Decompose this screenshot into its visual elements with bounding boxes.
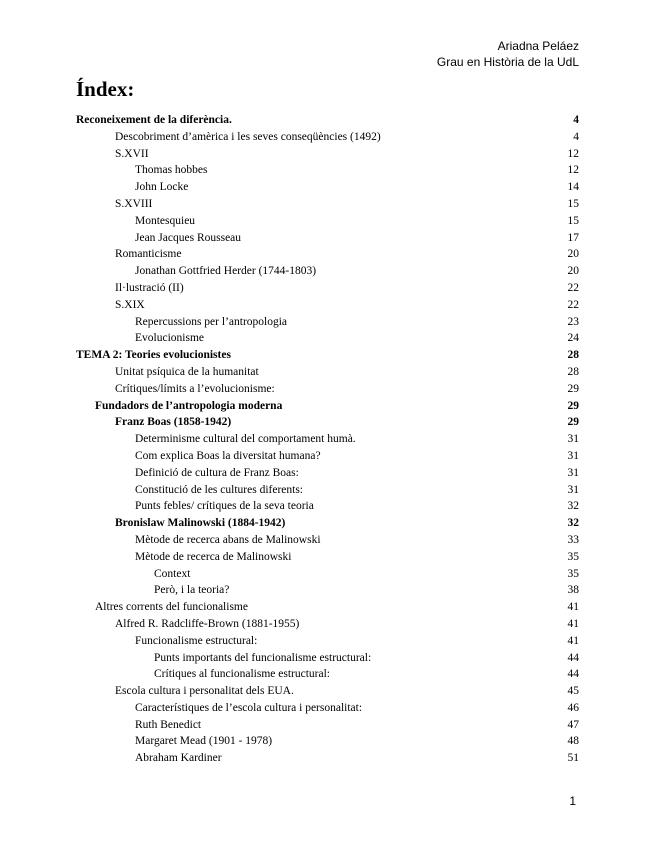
toc-entry-title: Funcionalisme estructural: — [135, 634, 258, 647]
toc-entry-page: 38 — [567, 584, 579, 597]
toc-entry-title: Crítiques al funcionalisme estructural: — [154, 668, 330, 681]
toc-entry[interactable] — [76, 230, 579, 247]
toc-entry-title: Determinisme cultural del comportament humà. — [135, 433, 356, 446]
toc-entry[interactable] — [76, 263, 579, 280]
toc-entry-page: 24 — [567, 332, 579, 345]
toc-entry-page: 28 — [567, 349, 579, 362]
toc-entry-title: John Locke — [135, 181, 189, 194]
toc-entry-title: Ruth Benedict — [135, 718, 202, 731]
toc-entry-title: Mètode de recerca abans de Malinowski — [135, 533, 321, 546]
toc-entry-page: 31 — [567, 449, 579, 462]
toc-entry[interactable] — [76, 683, 579, 700]
toc-entry[interactable] — [76, 733, 579, 750]
toc-entry[interactable] — [76, 112, 579, 129]
page-number: 1 — [569, 794, 576, 808]
index-title: Índex: — [76, 77, 135, 101]
toc-entry-page: 41 — [567, 601, 579, 614]
toc-entry[interactable] — [76, 549, 579, 566]
toc-entry[interactable] — [76, 650, 579, 667]
course-name: Grau en Història de la UdL — [436, 55, 579, 69]
table-of-contents — [76, 112, 579, 767]
toc-entry-title: Romanticisme — [115, 248, 182, 261]
toc-entry[interactable] — [76, 566, 579, 583]
toc-entry-title: Fundadors de l’antropologia moderna — [95, 399, 283, 412]
toc-entry[interactable] — [76, 717, 579, 734]
toc-entry[interactable] — [76, 179, 579, 196]
toc-entry-page: 20 — [567, 265, 579, 278]
toc-entry-title: Il·lustració (II) — [115, 281, 184, 294]
toc-entry[interactable] — [76, 599, 579, 616]
toc-entry[interactable] — [76, 146, 579, 163]
toc-entry-title: S.XIX — [115, 298, 145, 311]
toc-entry-page: 31 — [567, 433, 579, 446]
toc-entry-page: 28 — [567, 365, 579, 378]
toc-entry-title: Altres corrents del funcionalisme — [95, 601, 248, 614]
toc-entry-page: 31 — [567, 483, 579, 496]
toc-entry[interactable] — [76, 532, 579, 549]
toc-entry-page: 4 — [573, 130, 579, 143]
toc-entry-page: 12 — [567, 164, 579, 177]
toc-entry[interactable] — [76, 280, 579, 297]
toc-entry[interactable] — [76, 582, 579, 599]
toc-entry-title: Crítiques/límits a l’evolucionisme: — [115, 382, 275, 395]
toc-entry-page: 32 — [567, 500, 579, 513]
toc-entry[interactable] — [76, 213, 579, 230]
toc-entry-page: 29 — [567, 416, 579, 429]
toc-entry[interactable] — [76, 633, 579, 650]
toc-entry[interactable] — [76, 398, 579, 415]
toc-entry-page: 31 — [567, 466, 579, 479]
toc-entry-page: 51 — [567, 752, 579, 765]
toc-entry-title: Definició de cultura de Franz Boas: — [135, 466, 299, 479]
toc-entry-title: Jean Jacques Rousseau — [135, 231, 242, 244]
toc-entry[interactable] — [76, 381, 579, 398]
toc-entry[interactable] — [76, 465, 579, 482]
toc-entry[interactable] — [76, 498, 579, 515]
toc-entry[interactable] — [76, 448, 579, 465]
toc-entry-title: Abraham Kardiner — [135, 752, 222, 765]
toc-entry[interactable] — [76, 314, 579, 331]
toc-entry[interactable] — [76, 700, 579, 717]
toc-entry[interactable] — [76, 364, 579, 381]
toc-entry[interactable] — [76, 482, 579, 499]
toc-entry-title: Reconeixement de la diferència. — [76, 114, 232, 126]
toc-entry-page: 47 — [567, 718, 579, 731]
toc-entry-title: Característiques de l’escola cultura i personalitat: — [135, 701, 363, 714]
toc-entry[interactable] — [76, 196, 579, 213]
toc-entry-page: 45 — [567, 685, 579, 698]
toc-entry-page: 4 — [573, 114, 579, 126]
toc-entry-page: 44 — [567, 651, 579, 664]
toc-entry[interactable] — [76, 297, 579, 314]
toc-entry-title: S.XVIII — [115, 197, 153, 210]
toc-entry[interactable] — [76, 666, 579, 683]
toc-entry-page: 29 — [567, 382, 579, 395]
toc-entry-page: 15 — [567, 197, 579, 210]
toc-entry-title: Alfred R. Radcliffe-Brown (1881-1955) — [115, 617, 300, 630]
toc-entry-title: S.XVII — [115, 147, 149, 160]
toc-entry-title: Descobriment d’amèrica i les seves conseqüències (1492) — [115, 130, 381, 143]
toc-entry-page: 48 — [567, 735, 579, 748]
author-name: Ariadna Peláez — [497, 39, 579, 53]
toc-entry-page: 35 — [567, 567, 579, 580]
toc-entry-title: Repercussions per l’antropologia — [135, 315, 288, 328]
toc-entry-title: Constitució de les cultures diferents: — [135, 483, 303, 496]
toc-entry-title: Punts febles/ crítiques de la seva teoria — [135, 500, 314, 513]
toc-entry-page: 22 — [567, 298, 579, 311]
toc-entry-title: Com explica Boas la diversitat humana? — [135, 449, 321, 462]
toc-entry-page: 32 — [567, 517, 579, 530]
toc-entry[interactable] — [76, 515, 579, 532]
toc-entry-title: Punts importants del funcionalisme estructural: — [154, 651, 372, 664]
toc-entry-title: Però, i la teoria? — [154, 584, 230, 597]
toc-entry-page: 41 — [567, 634, 579, 647]
toc-entry-title: Thomas hobbes — [135, 164, 208, 177]
toc-entry-title: Mètode de recerca de Malinowski — [135, 550, 292, 563]
toc-entry-page: 17 — [567, 231, 579, 244]
toc-entry-title: Bronislaw Malinowski (1884-1942) — [115, 517, 286, 530]
toc-entry-title: Escola cultura i personalitat dels EUA. — [115, 685, 294, 698]
toc-entry-title: Margaret Mead (1901 - 1978) — [135, 735, 273, 748]
toc-entry[interactable] — [76, 431, 579, 448]
toc-entry-page: 15 — [567, 214, 579, 227]
page-header — [437, 38, 579, 70]
toc-entry-title: Unitat psíquica de la humanitat — [115, 365, 259, 378]
toc-entry[interactable] — [76, 616, 579, 633]
toc-entry[interactable] — [76, 347, 579, 364]
toc-entry-title: Franz Boas (1858-1942) — [115, 416, 232, 429]
toc-entry-title: Evolucionisme — [135, 332, 204, 345]
toc-entry-page: 41 — [567, 617, 579, 630]
toc-entry-page: 35 — [567, 550, 579, 563]
toc-entry[interactable] — [76, 414, 579, 431]
toc-entry-page: 12 — [567, 147, 579, 160]
toc-entry-page: 23 — [567, 315, 579, 328]
toc-entry-page: 33 — [567, 533, 579, 546]
toc-entry-title: Jonathan Gottfried Herder (1744-1803) — [135, 265, 317, 278]
toc-entry[interactable] — [76, 162, 579, 179]
toc-entry-page: 20 — [567, 248, 579, 261]
toc-entry-page: 14 — [567, 181, 579, 194]
toc-entry-title: TEMA 2: Teories evolucionistes — [76, 349, 231, 362]
toc-entry-title: Context — [154, 567, 191, 580]
toc-entry[interactable] — [76, 330, 579, 347]
toc-entry-page: 44 — [567, 668, 579, 681]
toc-entry-page: 29 — [567, 399, 579, 412]
toc-entry[interactable] — [76, 750, 579, 767]
toc-entry-page: 22 — [567, 281, 579, 294]
toc-entry[interactable] — [76, 246, 579, 263]
toc-entry[interactable] — [76, 129, 579, 146]
toc-entry-title: Montesquieu — [135, 214, 196, 227]
toc-entry-page: 46 — [567, 701, 579, 714]
